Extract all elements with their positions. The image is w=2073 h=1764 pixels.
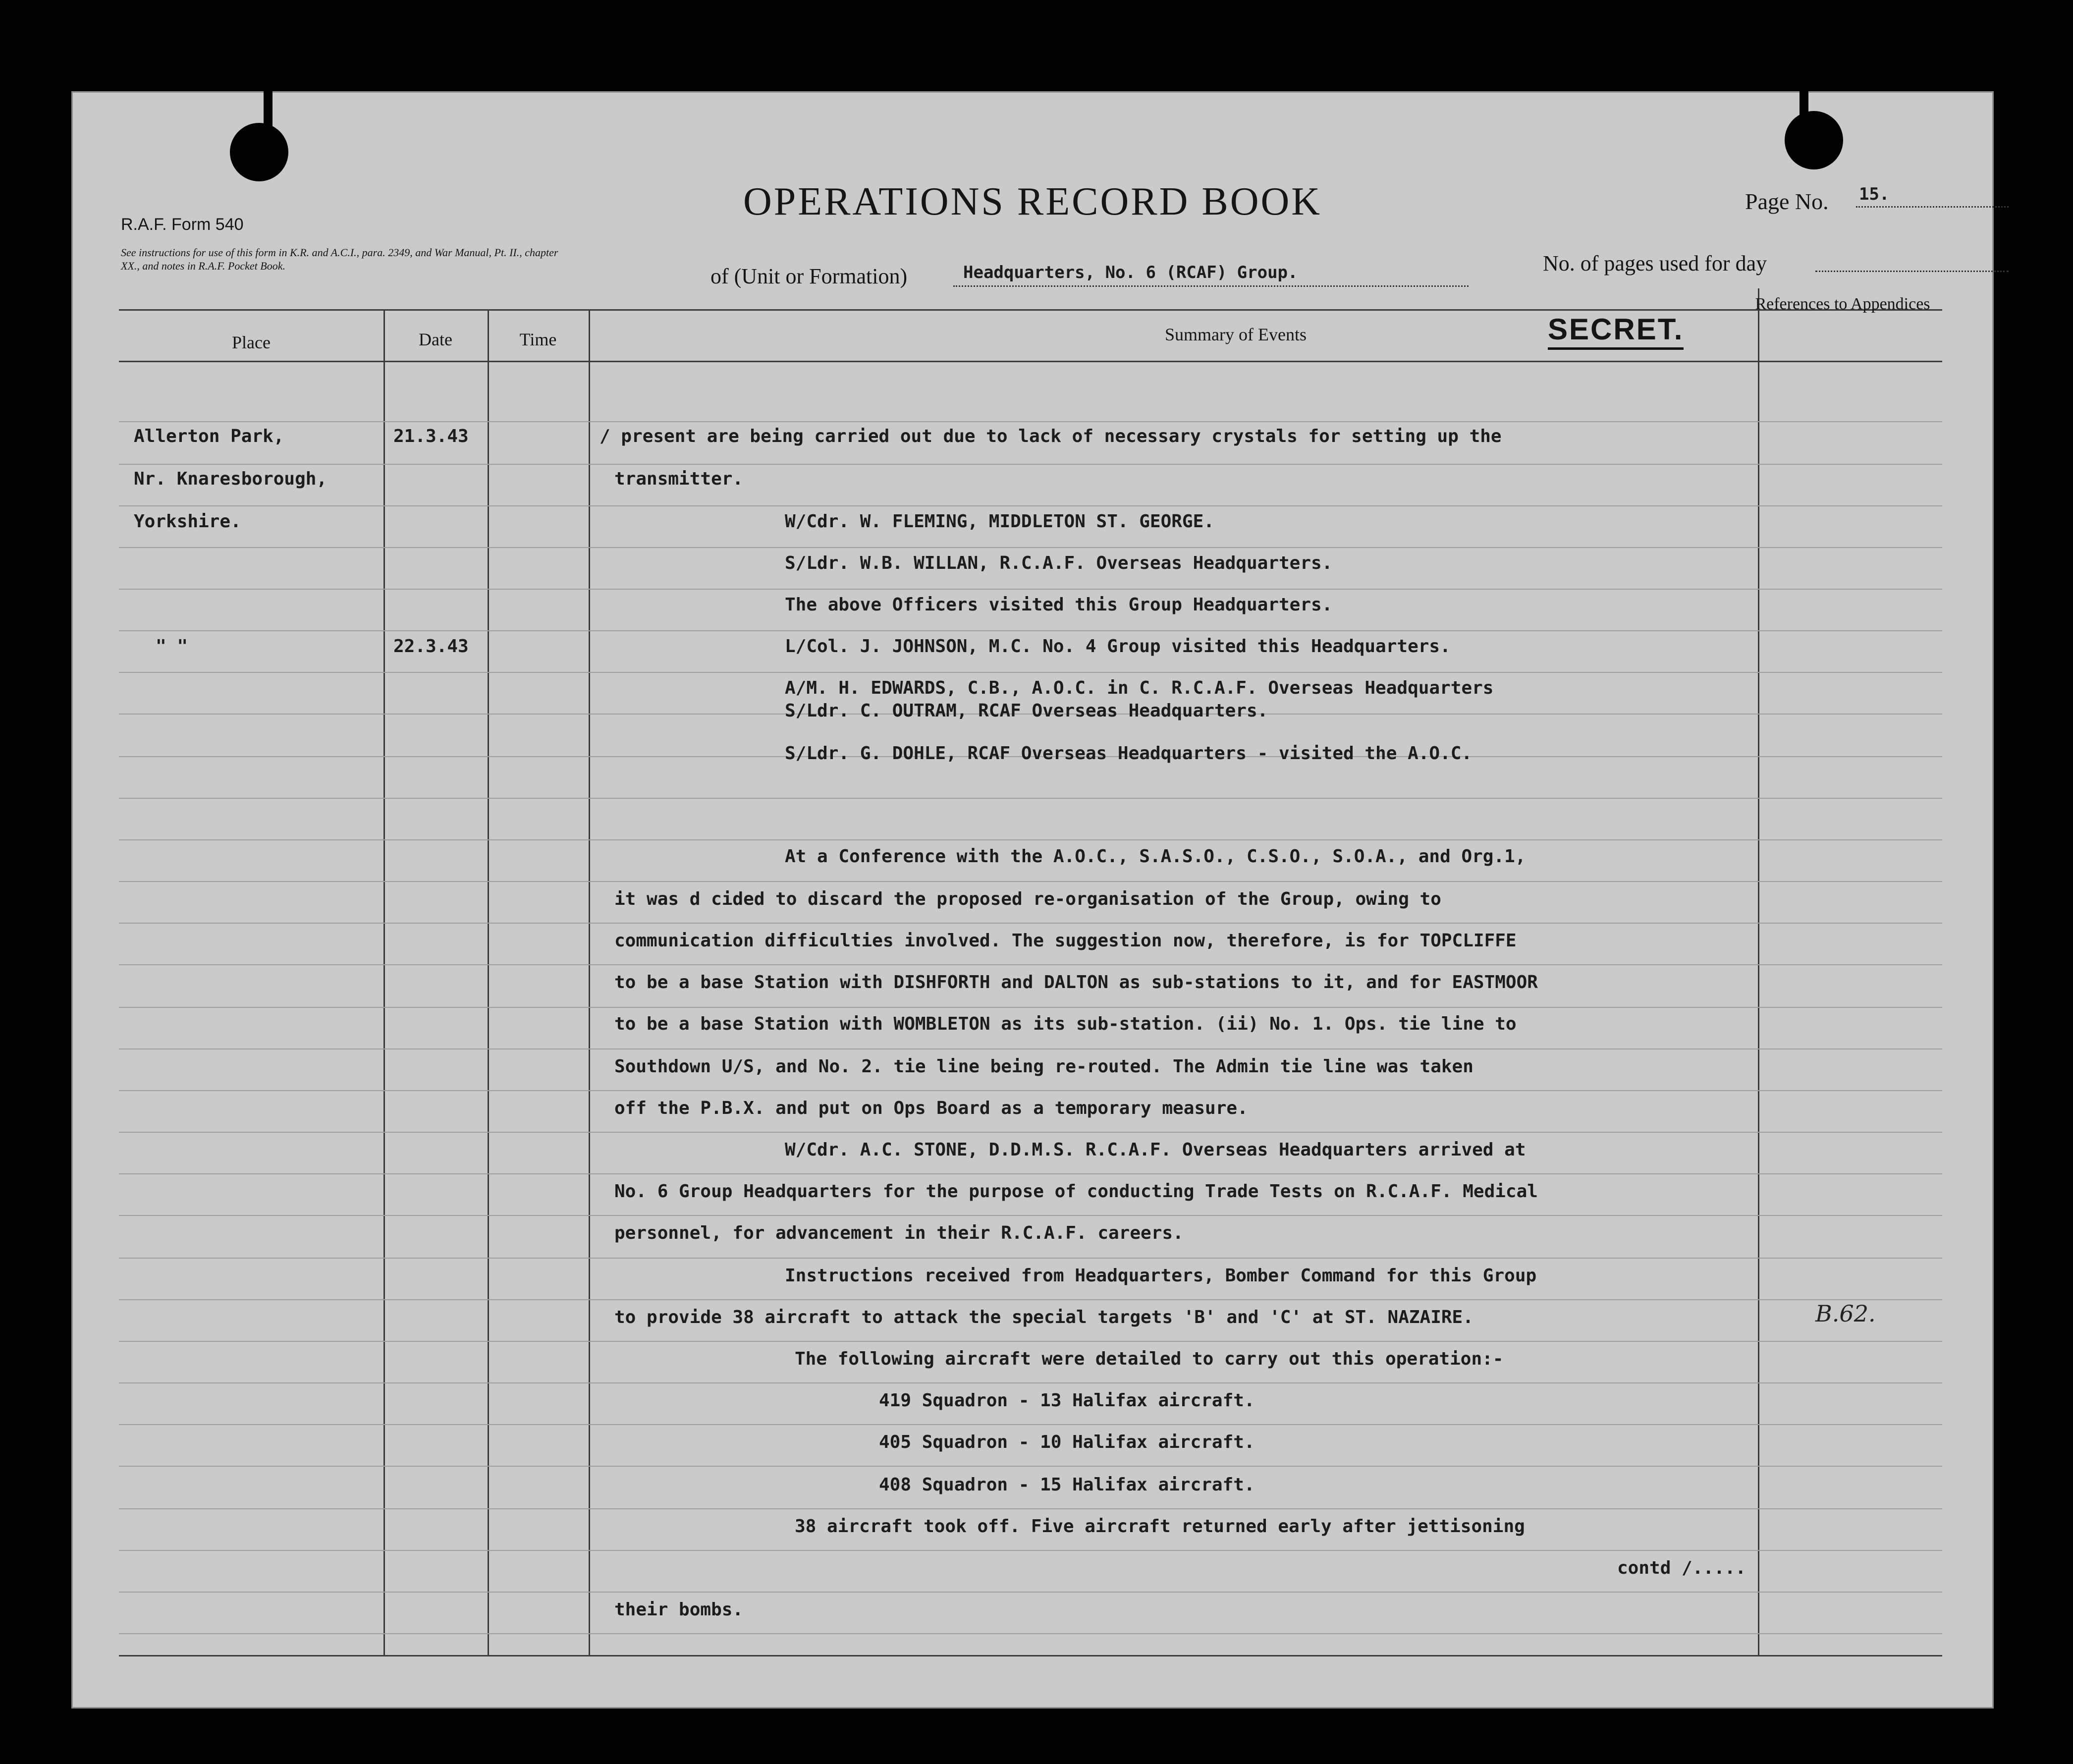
place-line-2: Nr. Knaresborough, [134,469,327,489]
ruled-line [119,1132,1942,1133]
pages-used-line [1815,271,2009,272]
summary-line: / present are being carried out due to lack of necessary crystals for setting up the [600,426,1502,446]
summary-line: W/Cdr. A.C. STONE, D.D.M.S. R.C.A.F. Overseas Headquarters arrived at [785,1140,1526,1160]
summary-line: communication difficulties involved. The suggestion now, therefore, is for TOPCLIFFE [614,931,1517,951]
summary-line: it was d cided to discard the proposed re-organisation of the Group, owing to [614,889,1441,909]
summary-line: W/Cdr. W. FLEMING, MIDDLETON ST. GEORGE. [785,511,1214,532]
unit-line [953,285,1469,287]
ruled-line [119,1048,1942,1049]
ruled-line [119,505,1942,506]
header-date: Date [419,330,452,349]
form-instruction: See instructions for use of this form in K.R. and A.C.I., para. 2349, and War Manual, Pt. II., chapter XX., and notes in R.A.F. Pocket Book. [121,246,558,272]
ruled-line [119,1633,1942,1634]
record-sheet [71,91,1994,1709]
ruled-line [119,1258,1942,1259]
ruled-line [119,1007,1942,1008]
ruled-line [119,672,1942,673]
summary-line: 419 Squadron - 13 Halifax aircraft. [879,1390,1255,1411]
appendix-reference: B.62. [1815,1300,1876,1327]
summary-line: 38 aircraft took off. Five aircraft returned early after jettisoning [795,1516,1525,1537]
unit-value: Headquarters, No. 6 (RCAF) Group. [963,263,1298,282]
col-divider-time [589,309,590,1655]
ruled-line [119,839,1942,840]
summary-line: to be a base Station with WOMBLETON as its sub-station. (ii) No. 1. Ops. tie line to [614,1014,1517,1034]
secret-stamp: SECRET. [1548,312,1684,350]
form-id: R.A.F. Form 540 [121,215,244,234]
ruled-line [119,881,1942,882]
summary-line: A/M. H. EDWARDS, C.B., A.O.C. in C. R.C.A.F. Overseas Headquarters [785,678,1494,698]
page-title: OPERATIONS RECORD BOOK [743,180,1322,223]
ruled-line [119,1592,1942,1593]
date-21-3-43: 21.3.43 [393,426,469,446]
header-summary: Summary of Events [1165,325,1307,344]
col-divider-place [383,309,385,1655]
table-top-rule [119,309,1942,311]
summary-line: to provide 38 aircraft to attack the special targets 'B' and 'C' at ST. NAZAIRE. [614,1307,1473,1327]
ruled-line [119,1090,1942,1091]
continued-note: contd /..... [1617,1558,1746,1578]
ruled-line [119,547,1942,548]
ruled-line [119,464,1942,465]
summary-line: S/Ldr. G. DOHLE, RCAF Overseas Headquarters - visited the A.O.C. [785,743,1473,764]
col-divider-summary [1758,288,1759,1655]
table-bottom-rule [119,1655,1942,1656]
place-ditto: " " [156,636,188,657]
summary-line: At a Conference with the A.O.C., S.A.S.O., C.S.O., S.O.A., and Org.1, [785,846,1526,867]
summary-line: transmitter. [614,469,744,489]
summary-line: Instructions received from Headquarters, Bomber Command for this Group [785,1266,1537,1286]
ruled-line [119,1173,1942,1174]
summary-line: S/Ldr. C. OUTRAM, RCAF Overseas Headquarters. [785,701,1268,721]
ruled-line [119,1550,1942,1551]
summary-line: their bombs. [614,1599,744,1620]
ruled-line [119,1215,1942,1216]
ruled-line [119,1466,1942,1467]
header-references: References to Appendices [1755,295,1930,313]
header-time: Time [519,330,557,349]
summary-line: personnel, for advancement in their R.C.A.F. careers. [614,1223,1184,1243]
ruled-line [119,1424,1942,1425]
page-number-label: Page No. [1745,189,1829,214]
summary-line: Southdown U/S, and No. 2. tie line being re-routed. The Admin tie line was taken [614,1056,1473,1077]
ruled-line [119,923,1942,924]
place-line-3: Yorkshire. [134,511,241,532]
page-number-line [1856,206,2009,208]
ruled-line [119,964,1942,965]
header-place: Place [232,332,271,352]
col-divider-date [488,309,489,1655]
right-punch-hole [1785,111,1843,169]
ruled-line [119,1341,1942,1342]
place-line-1: Allerton Park, [134,426,284,446]
header-bottom-rule [119,361,1942,362]
ruled-line [119,1508,1942,1509]
summary-line: The above Officers visited this Group Headquarters. [785,595,1333,615]
summary-line: to be a base Station with DISHFORTH and DALTON as sub-stations to it, and for EASTMOOR [614,972,1538,992]
page-number-value: 15. [1859,184,1890,204]
summary-line: The following aircraft were detailed to carry out this operation:- [795,1349,1504,1369]
ruled-line [119,589,1942,590]
ruled-line [119,421,1942,422]
summary-line: 408 Squadron - 15 Halifax aircraft. [879,1475,1255,1495]
summary-line: L/Col. J. JOHNSON, M.C. No. 4 Group visited this Headquarters. [785,636,1451,657]
ruled-line [119,798,1942,799]
unit-label: of (Unit or Formation) [710,264,908,288]
ruled-line [119,1299,1942,1300]
left-punch-hole [230,123,288,181]
ruled-line [119,630,1942,631]
summary-line: off the P.B.X. and put on Ops Board as a temporary measure. [614,1098,1248,1118]
ruled-line [119,1382,1942,1383]
date-22-3-43: 22.3.43 [393,636,469,657]
pages-used-label: No. of pages used for day [1543,251,1767,276]
summary-line: 405 Squadron - 10 Halifax aircraft. [879,1432,1255,1452]
summary-line: No. 6 Group Headquarters for the purpose of conducting Trade Tests on R.C.A.F. Medical [614,1181,1538,1202]
summary-line: S/Ldr. W.B. WILLAN, R.C.A.F. Overseas Headquarters. [785,553,1333,573]
